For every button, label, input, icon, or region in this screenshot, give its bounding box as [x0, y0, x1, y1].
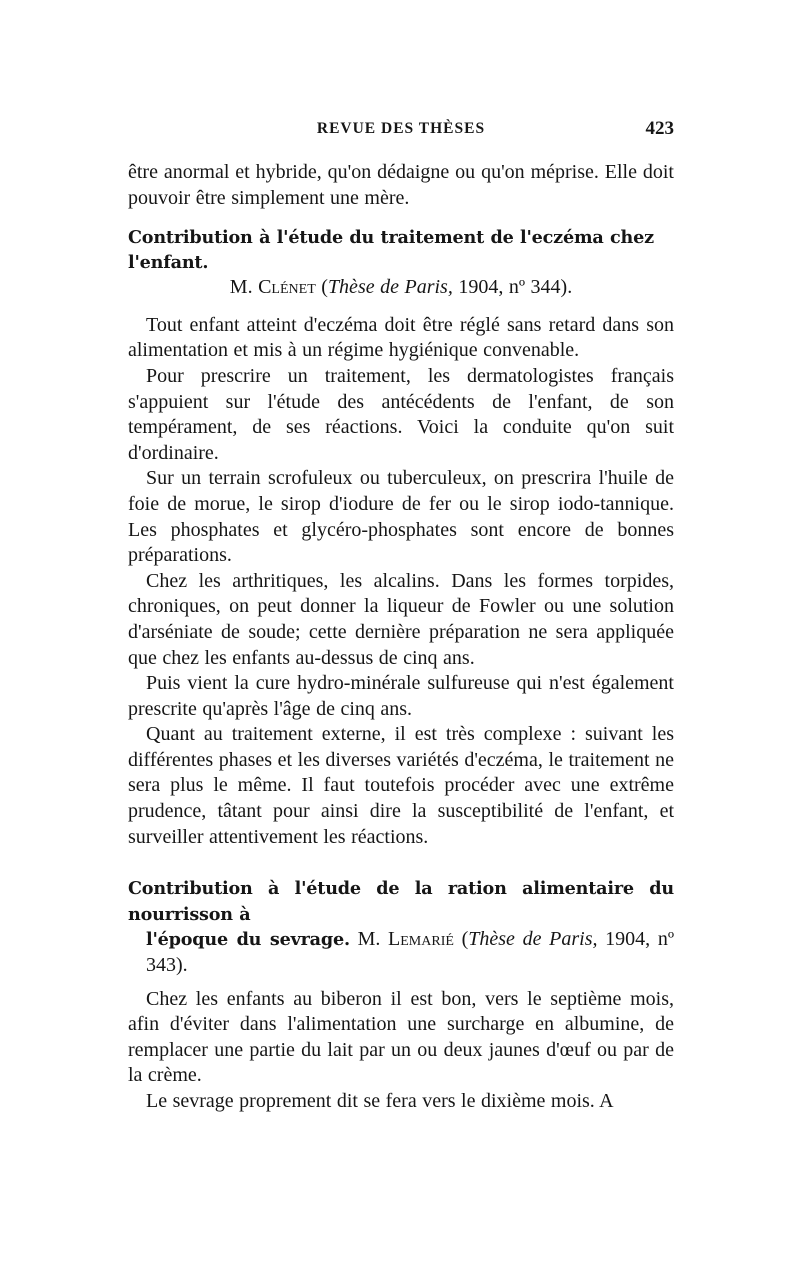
article1-citation-rest: 1904, nº 344). [458, 276, 573, 299]
article2-title-line2: l'époque du sevrage. [146, 929, 350, 951]
page-body [128, 160, 674, 1115]
article1-paragraph: Tout enfant atteint d'eczéma doit être réglé sans retard dans son alimentation et mis à un régime hygiénique convenable. [128, 313, 674, 362]
page-header [128, 118, 674, 148]
running-head: REVUE DES THÈSES [316, 120, 486, 137]
article2-title-continued [146, 927, 674, 978]
article1-citation-italic: Thèse de Paris, [327, 276, 453, 299]
article1-paragraph: Puis vient la cure hydro-minérale sulfureuse qui n'est également prescrite qu'après l'âge de cinq ans. [128, 672, 674, 720]
article2-citation-rest: 1904, nº 343). [146, 928, 675, 977]
article1-paragraph: Sur un terrain scrofuleux ou tuberculeux, on prescrira l'huile de foie de morue, le sirop d'iodure de fer ou le sirop iodo-tannique. Les phosphates et glycéro-phosphates sont encore de bonnes préparations. [128, 467, 674, 567]
article2-author-prefix: M. [357, 928, 381, 951]
article1-citation [128, 275, 674, 301]
article2-title-line1: Contribution à l'étude de la ration alimentaire du nourrisson à [128, 878, 674, 925]
article1-paragraph: Pour prescrire un traitement, les dermatologistes français s'appuient sur l'étude des antécédents de l'enfant, de son tempérament, de ses réactions. Voici la conduite qu'on suit d'ordinaire. [128, 364, 674, 464]
article1-paragraph: Chez les arthritiques, les alcalins. Dans les formes torpides, chroniques, on peut donner la liqueur de Fowler ou une solution d'arséniate de soude; cette dernière préparation ne sera appliquée que chez les enfants au-dessus de cinq ans. [128, 569, 674, 669]
article1-citation-open: ( [321, 276, 328, 299]
article2-paragraph: Chez les enfants au biberon il est bon, vers le septième mois, afin d'éviter dans l'alimentation une surcharge en albumine, de remplacer une partie du lait par un ou deux jaunes d'œuf ou par de la crème. [128, 987, 674, 1087]
page-number: 423 [645, 118, 674, 139]
article2-citation-italic: Thèse de Paris, [468, 928, 598, 951]
article1-paragraph: Quant au traitement externe, il est très complexe : suivant les différentes phases et les diverses variétés d'eczéma, le traitement ne sera plus le même. Il faut toutefois procéder avec une extrême prudence, tâtant pour ainsi dire la susceptibilité de l'enfant, et surveiller attentivement les réactions. [128, 723, 674, 848]
article2-paragraph: Le sevrage proprement dit se fera vers le dixième mois. A [146, 1090, 614, 1112]
article2-author-name: Lemarié [388, 928, 454, 951]
article2-citation-open: ( [461, 928, 469, 951]
article1-title: Contribution à l'étude du traitement de l'eczéma chez l'enfant. [128, 227, 654, 274]
article1-author-prefix: M. [229, 276, 253, 299]
intro-paragraph: être anormal et hybride, qu'on dédaigne ou qu'on méprise. Elle doit pouvoir être simplement une mère. [128, 161, 674, 209]
article1-author-name: Clénet [258, 276, 316, 299]
